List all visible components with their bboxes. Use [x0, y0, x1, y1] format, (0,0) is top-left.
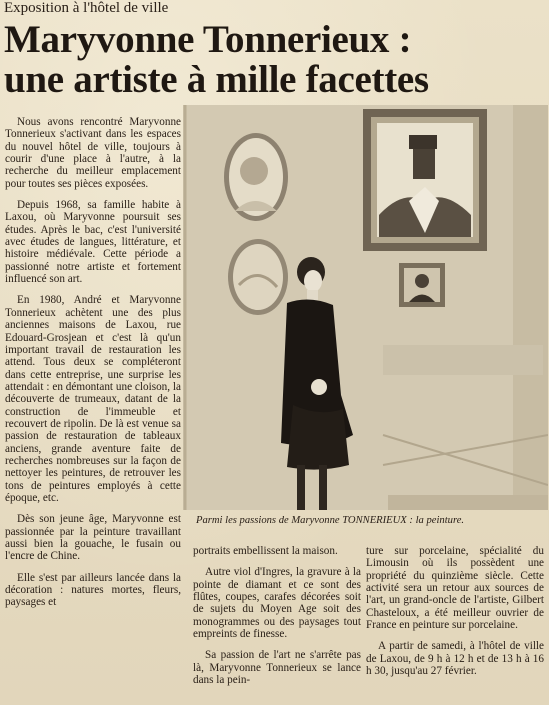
photo-caption: Parmi les passions de Maryvonne TONNERIEUX : la peinture. [196, 515, 465, 526]
paragraph-2: Depuis 1968, sa famille habite à Laxou, où Maryvonne poursuit ses études. Après le bac, c'est l'université avec études de langues, littérature, et histoire médiévale. Cette période a passionné notre artiste et fortement influencé son art. [5, 199, 181, 286]
article-column-3 [366, 545, 544, 705]
paragraph-10: A partir de samedi, à l'hôtel de ville de Laxou, de 9 h à 12 h et de 13 h à 16 h 30, jusqu'au 27 février. [366, 640, 544, 678]
oval-portrait-child [224, 133, 288, 221]
article-headline [4, 20, 549, 100]
oval-portrait-landscape [228, 239, 288, 315]
paragraph-5: Elle s'est par ailleurs lancée dans la décoration : natures mortes, fleurs, paysages et [5, 571, 181, 609]
paragraph-3: En 1980, André et Maryvonne Tonnerieux achètent une des plus anciennes maisons de Laxou, rue Edouard-Grosjean et c'est là qu'un important travail de restauration les attend. Tous deux se compléteront dans cette entreprise, une surprise les attendait : en démontant une cloison, la découverte de trumeaux, datant de la construction de l'immeuble et recouvert de ripolin. De là est venue sa passion de restauration de tableaux anciens, grande aventure faite de recherches nombreuses sur la façon de nettoyer les peintures, de retrouver les tons de peintures employés à cette époque, etc. [5, 294, 181, 504]
paragraph-7: Autre viol d'Ingres, la gravure à la pointe de diamant et ce sont des flûtes, coupes, carafes décorées soit de sujets du Moyen Age soit des monogrammes ou des paysages tout empreints de finesse. [193, 566, 361, 641]
framed-painting [363, 109, 487, 251]
photo-illustration [183, 105, 548, 510]
paragraph-4: Dès son jeune âge, Maryvonne est passionnée par la peinture travaillant aussi bien la gouache, le fusain ou l'encre de Chine. [5, 513, 181, 563]
article-column-2 [193, 545, 361, 705]
paragraph-6: portraits embellissent la maison. [193, 545, 338, 557]
article-kicker: Exposition à l'hôtel de ville [4, 0, 169, 16]
headline-line-1: Maryvonne Tonnerieux : [4, 18, 412, 61]
paragraph-9: ture sur porcelaine, spécialité du Limousin où ils possèdent une propriété du quinzième siècle. Cette activité sera un retour aux sources de l'art, un grand-oncle de l'artiste, Gilbert Chasteloux, a été meilleur ouvrier de France en peinture sur porcelaine. [366, 545, 544, 632]
article-column-1 [5, 116, 181, 705]
article-photo [183, 105, 548, 510]
paragraph-1: Nous avons rencontré Maryvonne Tonnerieux s'activant dans les espaces du nouvel hôtel de ville, toujours à courir d'une place à l'autre, à la recherche du meilleur emplacement pour toutes ses pièces exposées. [5, 116, 181, 190]
headline-line-2: une artiste à mille facettes [4, 58, 429, 101]
paragraph-8: Sa passion de l'art ne s'arrête pas là, Maryvonne Tonnerieux se lance dans la pein- [193, 649, 361, 687]
small-portrait [399, 263, 445, 307]
